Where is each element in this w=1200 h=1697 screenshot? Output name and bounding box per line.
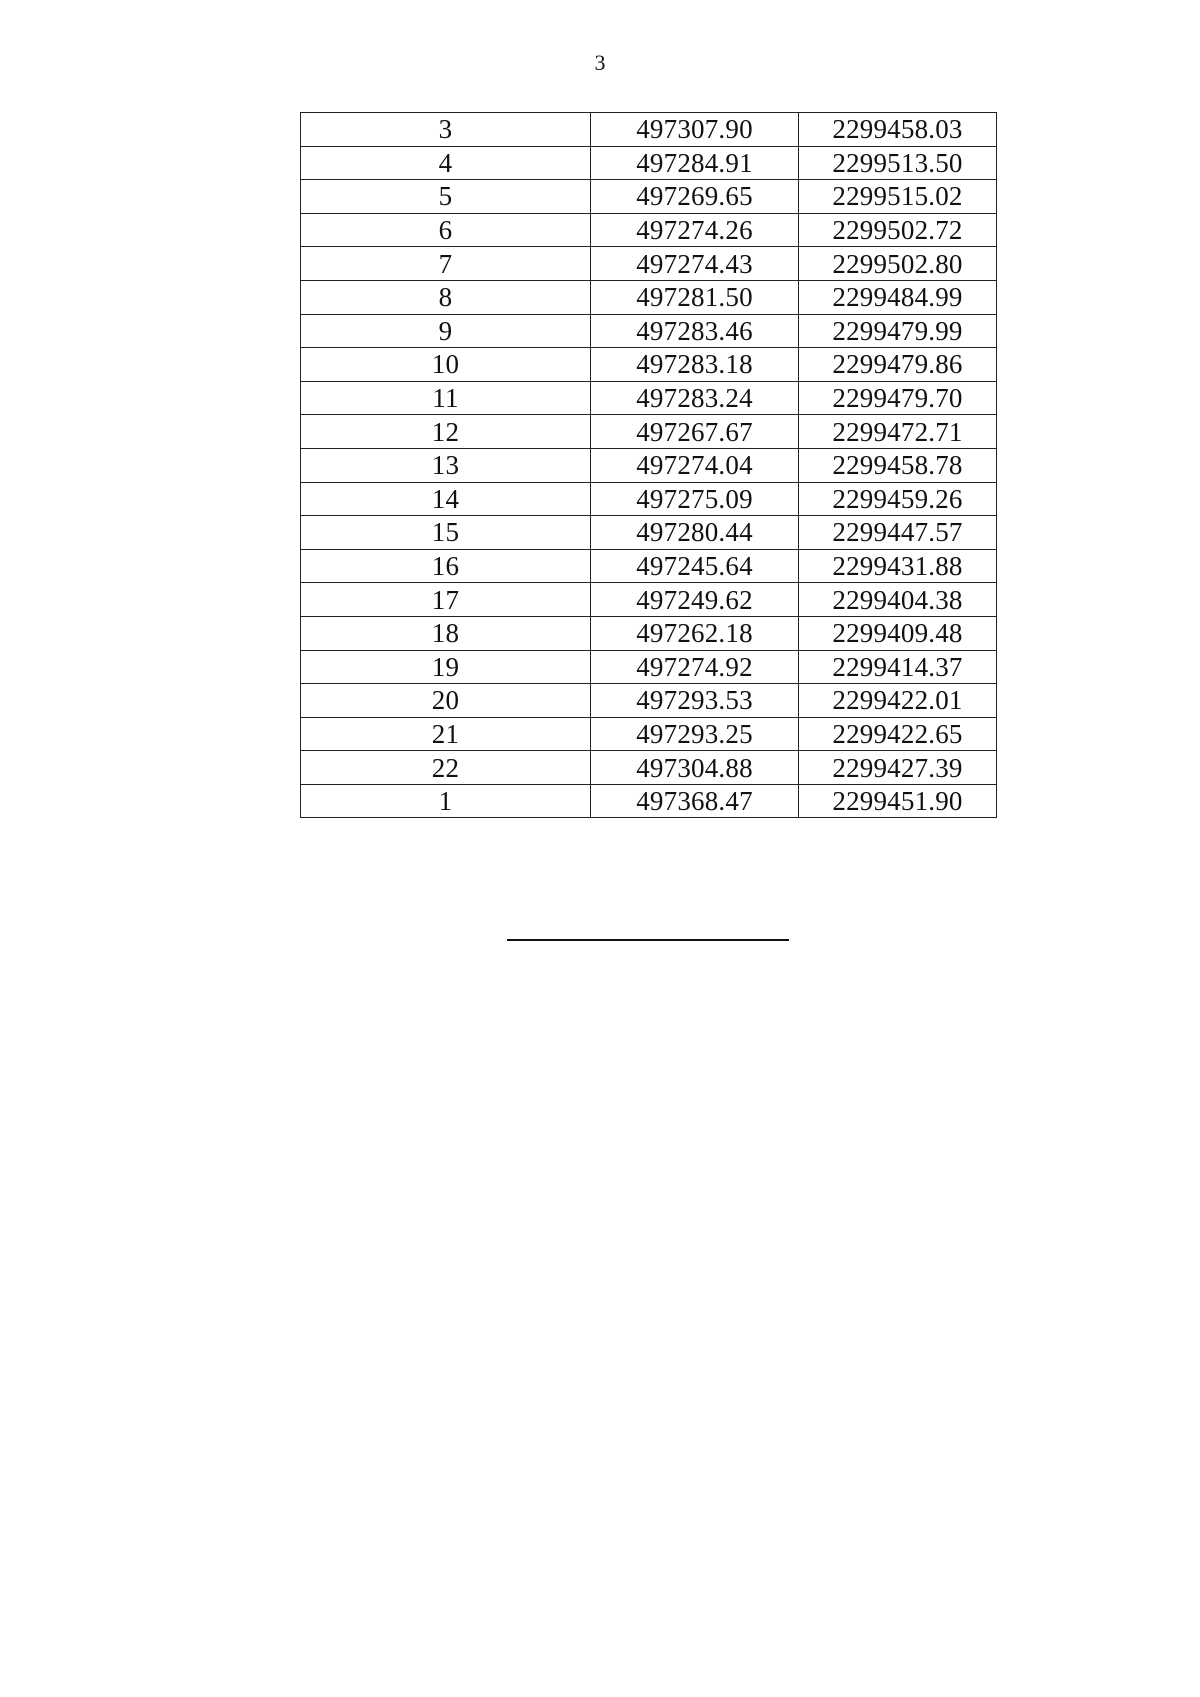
table-row (301, 381, 997, 415)
point-number-cell: 1 (301, 784, 591, 818)
table-row (301, 280, 997, 314)
x-coordinate-cell: 497274.26 (591, 213, 799, 247)
x-coordinate-cell: 497269.65 (591, 180, 799, 214)
point-number-cell: 9 (301, 314, 591, 348)
point-number-cell: 16 (301, 549, 591, 583)
x-coordinate-cell: 497274.04 (591, 448, 799, 482)
y-coordinate-cell: 2299513.50 (799, 146, 997, 180)
point-number-cell: 15 (301, 516, 591, 550)
x-coordinate-cell: 497283.24 (591, 381, 799, 415)
x-coordinate-cell: 497283.46 (591, 314, 799, 348)
x-coordinate-cell: 497274.43 (591, 247, 799, 281)
x-coordinate-cell: 497368.47 (591, 784, 799, 818)
y-coordinate-cell: 2299451.90 (799, 784, 997, 818)
x-coordinate-cell: 497249.62 (591, 583, 799, 617)
table-row (301, 684, 997, 718)
y-coordinate-cell: 2299479.99 (799, 314, 997, 348)
page-number: 3 (594, 50, 606, 75)
y-coordinate-cell: 2299422.65 (799, 717, 997, 751)
table-row (301, 448, 997, 482)
y-coordinate-cell: 2299484.99 (799, 280, 997, 314)
point-number-cell: 4 (301, 146, 591, 180)
end-separator-line (507, 939, 789, 941)
coordinates-table (300, 112, 997, 818)
point-number-cell: 21 (301, 717, 591, 751)
point-number-cell: 17 (301, 583, 591, 617)
point-number-cell: 14 (301, 482, 591, 516)
point-number-cell: 18 (301, 616, 591, 650)
table-row (301, 482, 997, 516)
point-number-cell: 20 (301, 684, 591, 718)
y-coordinate-cell: 2299431.88 (799, 549, 997, 583)
table-row (301, 549, 997, 583)
table-row (301, 348, 997, 382)
table-row (301, 314, 997, 348)
x-coordinate-cell: 497267.67 (591, 415, 799, 449)
y-coordinate-cell: 2299447.57 (799, 516, 997, 550)
y-coordinate-cell: 2299404.38 (799, 583, 997, 617)
table-row (301, 616, 997, 650)
y-coordinate-cell: 2299409.48 (799, 616, 997, 650)
x-coordinate-cell: 497274.92 (591, 650, 799, 684)
y-coordinate-cell: 2299458.78 (799, 448, 997, 482)
table-row (301, 516, 997, 550)
y-coordinate-cell: 2299479.86 (799, 348, 997, 382)
y-coordinate-cell: 2299459.26 (799, 482, 997, 516)
table-row (301, 146, 997, 180)
y-coordinate-cell: 2299414.37 (799, 650, 997, 684)
x-coordinate-cell: 497307.90 (591, 113, 799, 147)
x-coordinate-cell: 497304.88 (591, 751, 799, 785)
point-number-cell: 10 (301, 348, 591, 382)
table-row (301, 180, 997, 214)
point-number-cell: 7 (301, 247, 591, 281)
x-coordinate-cell: 497275.09 (591, 482, 799, 516)
point-number-cell: 19 (301, 650, 591, 684)
y-coordinate-cell: 2299502.80 (799, 247, 997, 281)
x-coordinate-cell: 497281.50 (591, 280, 799, 314)
table-row (301, 113, 997, 147)
table-row (301, 583, 997, 617)
y-coordinate-cell: 2299502.72 (799, 213, 997, 247)
x-coordinate-cell: 497293.53 (591, 684, 799, 718)
y-coordinate-cell: 2299472.71 (799, 415, 997, 449)
x-coordinate-cell: 497293.25 (591, 717, 799, 751)
table-row (301, 247, 997, 281)
coordinates-table-body (301, 113, 997, 818)
x-coordinate-cell: 497283.18 (591, 348, 799, 382)
point-number-cell: 12 (301, 415, 591, 449)
point-number-cell: 8 (301, 280, 591, 314)
point-number-cell: 6 (301, 213, 591, 247)
point-number-cell: 3 (301, 113, 591, 147)
y-coordinate-cell: 2299427.39 (799, 751, 997, 785)
table-row (301, 415, 997, 449)
y-coordinate-cell: 2299458.03 (799, 113, 997, 147)
point-number-cell: 5 (301, 180, 591, 214)
table-row (301, 717, 997, 751)
x-coordinate-cell: 497245.64 (591, 549, 799, 583)
point-number-cell: 22 (301, 751, 591, 785)
table-row (301, 751, 997, 785)
table-row (301, 650, 997, 684)
x-coordinate-cell: 497284.91 (591, 146, 799, 180)
x-coordinate-cell: 497280.44 (591, 516, 799, 550)
y-coordinate-cell: 2299515.02 (799, 180, 997, 214)
y-coordinate-cell: 2299422.01 (799, 684, 997, 718)
point-number-cell: 11 (301, 381, 591, 415)
y-coordinate-cell: 2299479.70 (799, 381, 997, 415)
table-row (301, 213, 997, 247)
table-row (301, 784, 997, 818)
point-number-cell: 13 (301, 448, 591, 482)
x-coordinate-cell: 497262.18 (591, 616, 799, 650)
